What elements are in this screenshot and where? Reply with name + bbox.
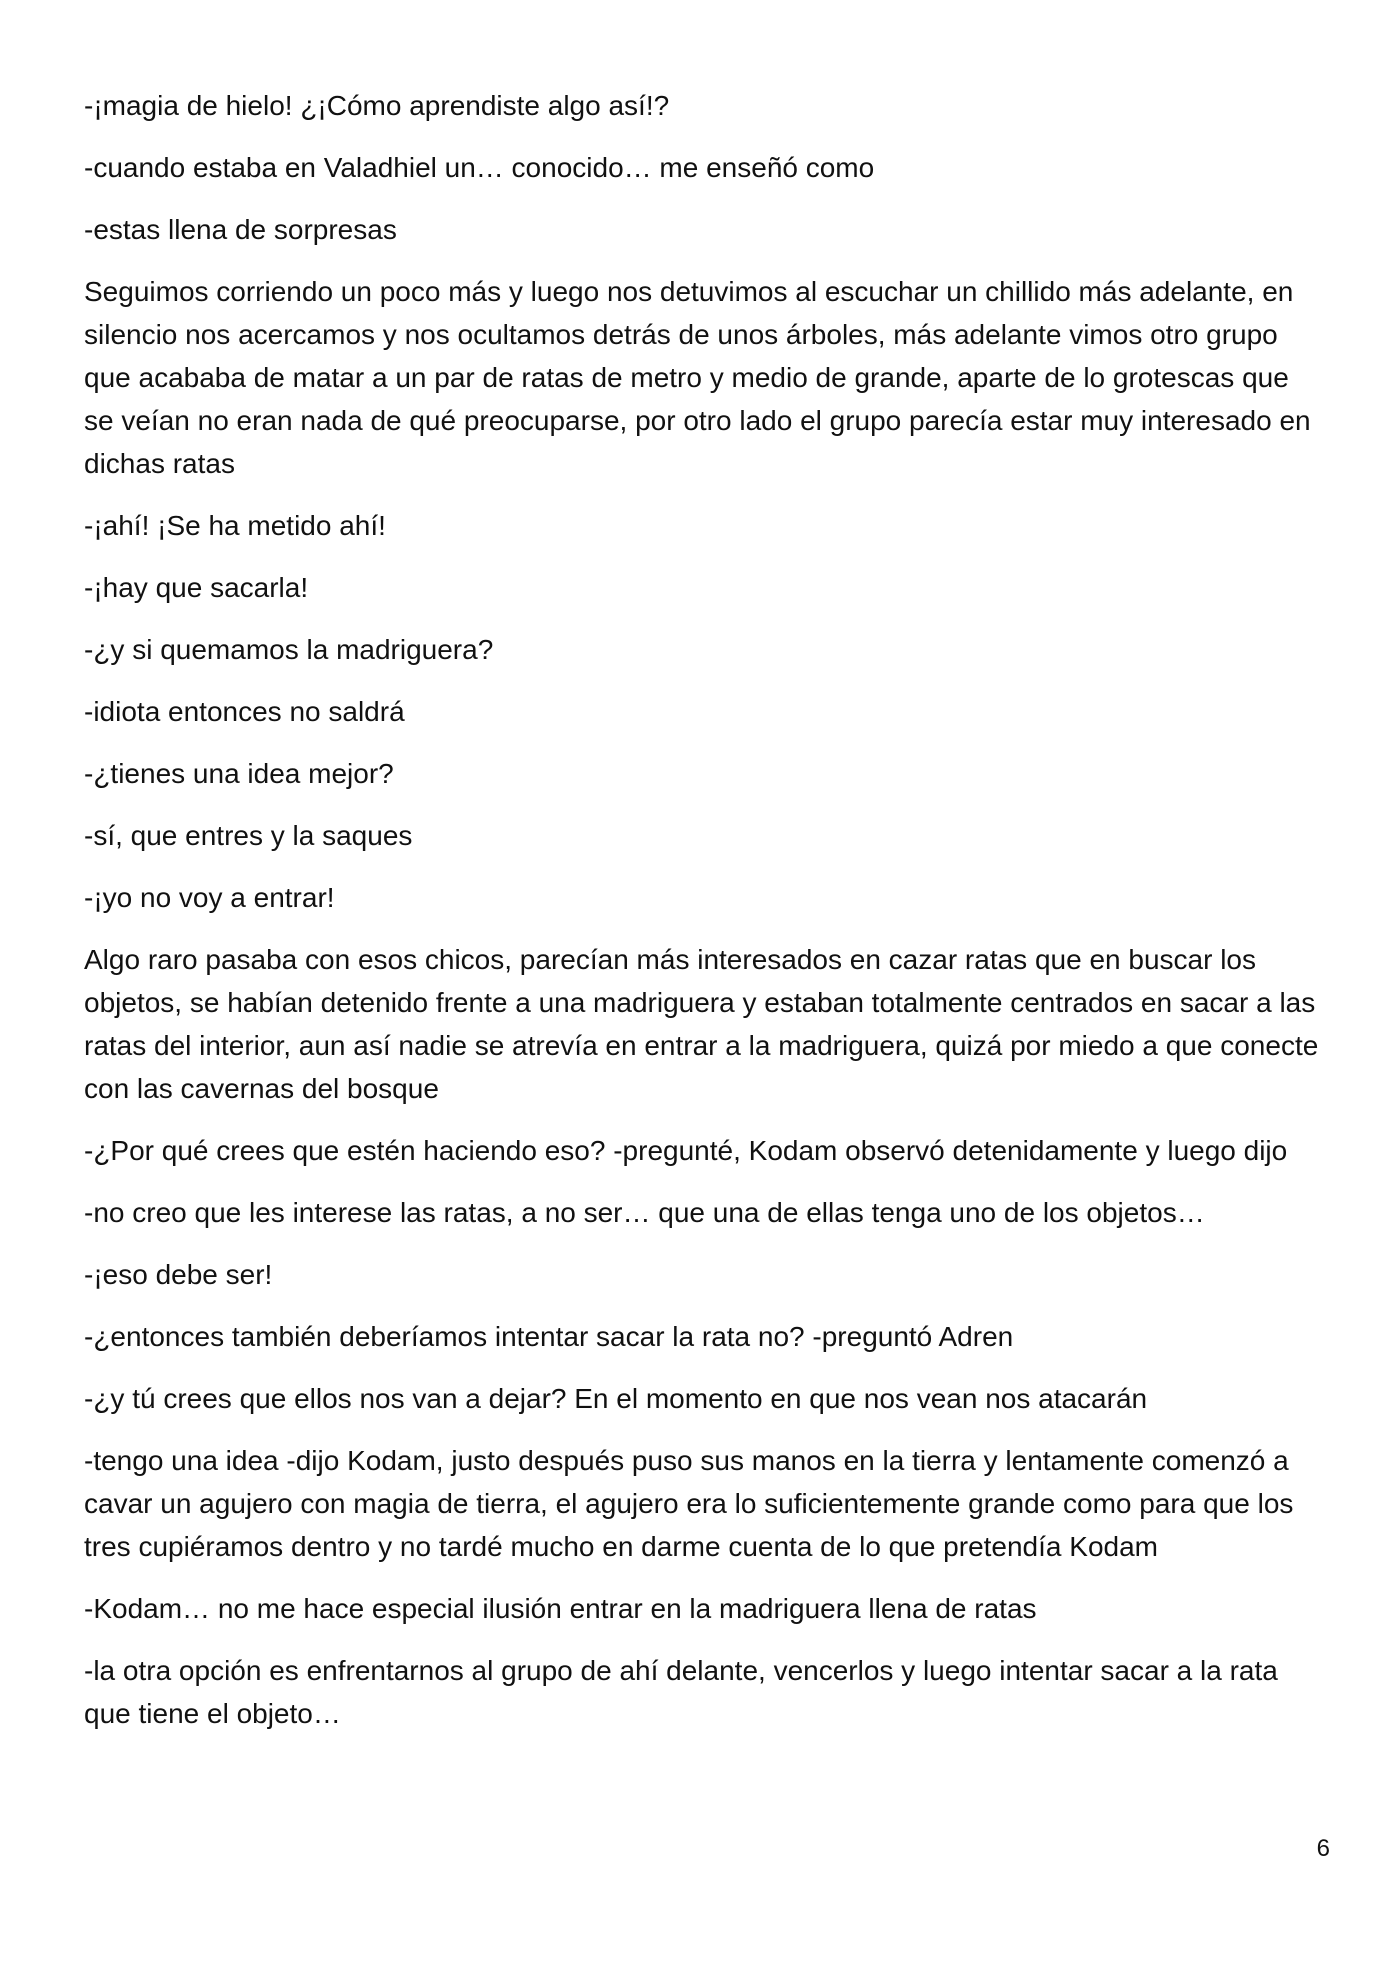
paragraph: -estas llena de sorpresas (84, 214, 397, 245)
paragraph: -la otra opción es enfrentarnos al grupo de ahí delante, vencerlos y luego intentar sacar a la rata que tiene el objeto… (84, 1655, 1278, 1729)
paragraph: -Kodam… no me hace especial ilusión entrar en la madriguera llena de ratas (84, 1593, 1037, 1624)
document-body (84, 84, 1324, 1754)
paragraph: -¡ahí! ¡Se ha metido ahí! (84, 510, 386, 541)
paragraph: -no creo que les interese las ratas, a no ser… que una de ellas tenga uno de los objetos… (84, 1197, 1205, 1228)
page-number: 6 (1316, 1835, 1330, 1862)
paragraph: Algo raro pasaba con esos chicos, parecían más interesados en cazar ratas que en buscar los objetos, se habían detenido frente a una madriguera y estaban totalmente centrados en sacar a las ratas del interior, aun así nadie se atrevía en entrar a la madriguera, quizá por miedo a que conecte con las cavernas del bosque (84, 944, 1319, 1104)
paragraph: -¡yo no voy a entrar! (84, 882, 335, 913)
paragraph: -¿tienes una idea mejor? (84, 758, 394, 789)
paragraph: -sí, que entres y la saques (84, 820, 413, 851)
paragraph: -¡hay que sacarla! (84, 572, 309, 603)
paragraph: -¿y si quemamos la madriguera? (84, 634, 494, 665)
paragraph: -¡magia de hielo! ¿¡Cómo aprendiste algo así!? (84, 90, 670, 121)
paragraph: -¿Por qué crees que estén haciendo eso? -pregunté, Kodam observó detenidamente y luego dijo (84, 1135, 1288, 1166)
paragraph: -¿y tú crees que ellos nos van a dejar? En el momento en que nos vean nos atacarán (84, 1383, 1148, 1414)
paragraph: -¡eso debe ser! (84, 1259, 273, 1290)
paragraph: -tengo una idea -dijo Kodam, justo después puso sus manos en la tierra y lentamente comenzó a cavar un agujero con magia de tierra, el agujero era lo suficientemente grande como para que los tres cupiéramos dentro y no tardé mucho en darme cuenta de lo que pretendía Kodam (84, 1445, 1294, 1562)
paragraph: -idiota entonces no saldrá (84, 696, 405, 727)
paragraph: -¿entonces también deberíamos intentar sacar la rata no? -preguntó Adren (84, 1321, 1014, 1352)
paragraph: -cuando estaba en Valadhiel un… conocido… me enseñó como (84, 152, 875, 183)
paragraph: Seguimos corriendo un poco más y luego nos detuvimos al escuchar un chillido más adelante, en silencio nos acercamos y nos ocultamos detrás de unos árboles, más adelante vimos otro grupo que acababa de matar a un par de ratas de metro y medio de grande, aparte de lo grotescas que se veían no eran nada de qué preocuparse, por otro lado el grupo parecía estar muy interesado en dichas ratas (84, 276, 1311, 479)
